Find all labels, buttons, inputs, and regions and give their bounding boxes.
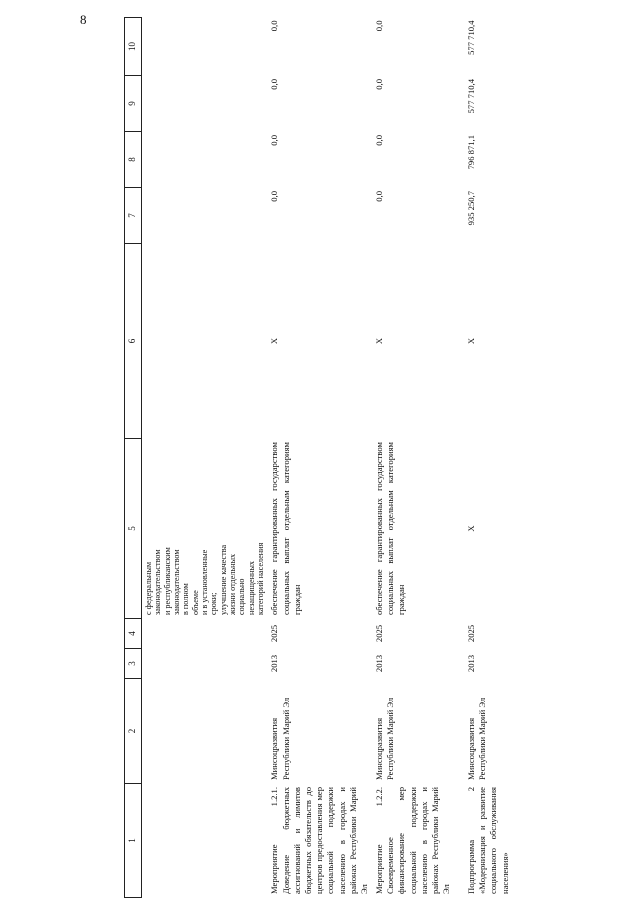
continuation-row — [142, 18, 268, 898]
executor: Минсоцразвития Республики Марий Эл — [269, 697, 291, 780]
continuation-result-text: с федеральным законодательством и республиканским законодательством в полном объеме и в установленные сроки; улучшение качества жизни отдельных социально незащищенных категорий населения — [144, 542, 266, 615]
col-10-value: 0,0 — [269, 20, 280, 32]
col-8-value: 0,0 — [269, 135, 280, 146]
col-header-3: 3 — [125, 649, 142, 679]
col-8-value: 796 871,1 — [466, 135, 477, 170]
table-row — [464, 18, 548, 898]
col-10-value: 0,0 — [374, 20, 385, 32]
table-row — [372, 18, 464, 898]
col-header-5: 5 — [125, 439, 142, 619]
col-9-value: 577 710,4 — [466, 79, 477, 114]
col-header-4: 4 — [125, 619, 142, 649]
expected-result: обеспечение гарантированных государством социальных выплат отдельным категориям граждан — [269, 442, 302, 615]
col-header-2: 2 — [125, 679, 142, 784]
measure-name: Мероприятие 1.2.1. Доведение бюджетных ассигнований и лимитов бюджетных обязательств до центров предоставления мер социальной поддержки населению в городах и районах Республики Марий Эл — [269, 787, 369, 894]
col-7-value: 0,0 — [374, 191, 385, 202]
col-9-value: 0,0 — [374, 79, 385, 90]
end-year: 2025 — [466, 624, 477, 643]
col-6-value: Х — [269, 337, 280, 345]
start-year: 2013 — [269, 654, 280, 673]
end-year: 2025 — [374, 624, 385, 643]
col-7-value: 0,0 — [269, 191, 280, 202]
col-header-7: 7 — [125, 188, 142, 244]
col-10-value: 577 710,4 — [466, 20, 477, 55]
col-header-8: 8 — [125, 132, 142, 188]
col-9-value: 0,0 — [269, 79, 280, 90]
col-header-9: 9 — [125, 76, 142, 132]
column-number-row — [125, 18, 142, 898]
executor: Минсоцразвития Республики Марий Эл — [466, 697, 488, 780]
col-8-value: 0,0 — [374, 135, 385, 146]
expected-result: обеспечение гарантированных государством социальных выплат отдельным категориям граждан — [374, 442, 407, 615]
col-6-value: Х — [374, 337, 385, 345]
end-year: 2025 — [269, 624, 280, 643]
expected-result: Х — [466, 525, 477, 532]
measure-name: Мероприятие 1.2.2. Своевременное финансирование мер социальной поддержки населению в городах и районах Республики Марий Эл — [374, 787, 452, 894]
col-header-10: 10 — [125, 18, 142, 76]
col-header-1: 1 — [125, 784, 142, 898]
measure-name: Подпрограмма 2 «Модернизация и развитие социального обслуживания населения» — [466, 787, 510, 894]
executor: Минсоцразвития Республики Марий Эл — [374, 697, 396, 780]
col-7-value: 935 250,7 — [466, 191, 477, 226]
col-header-6: 6 — [125, 244, 142, 439]
rotated-table-container — [124, 18, 614, 898]
start-year: 2013 — [466, 654, 477, 673]
start-year: 2013 — [374, 654, 385, 673]
table-row — [267, 18, 372, 898]
program-table — [124, 17, 548, 898]
page-number: 8 — [80, 12, 87, 27]
col-6-value: Х — [466, 337, 477, 345]
